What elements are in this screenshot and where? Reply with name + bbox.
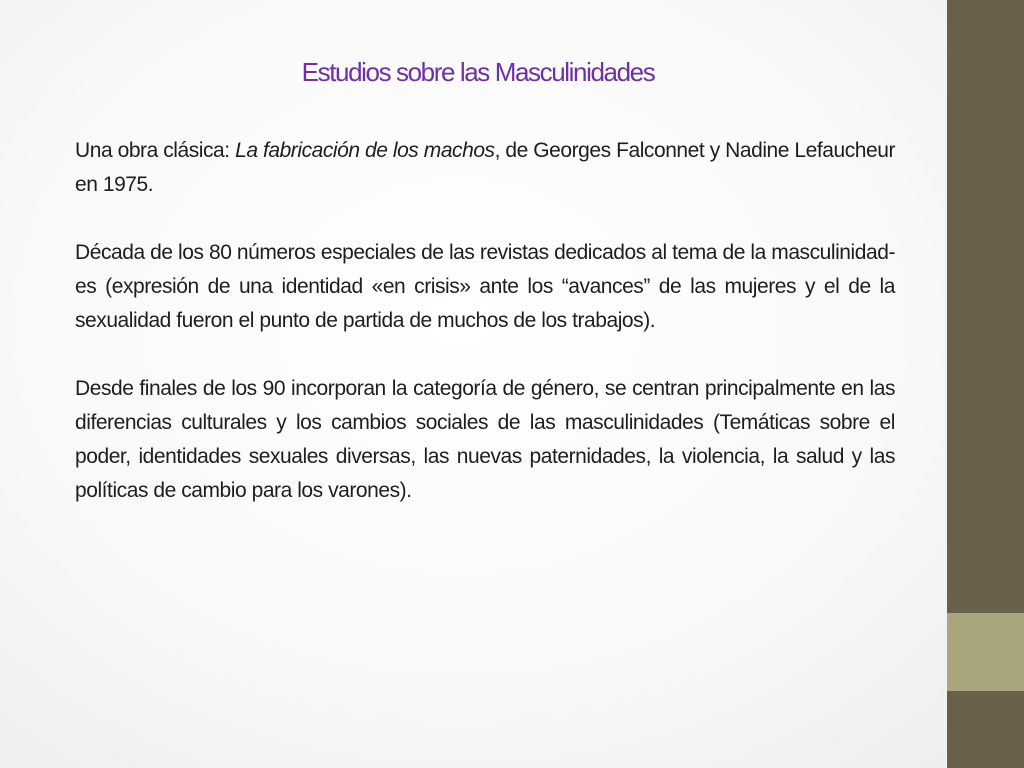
side-bar-accent: [947, 613, 1024, 691]
book-title: La fabricación de los machos: [235, 139, 495, 162]
slide-title: Estudios sobre las Masculinidades: [301, 57, 655, 87]
paragraph-3: Desde finales de los 90 incorporan la categoría de género, se centran principalmente en las diferencias culturales y los cambios sociales de las masculinidades (Temáticas sobre el poder, identidades sexuales diversas, las nuevas paternidades, la violencia, la salud y las políticas de cambio para los varones).: [75, 377, 895, 502]
slide-body: [75, 134, 895, 542]
paragraph-2: Década de los 80 números especiales de las revistas dedicados al tema de la masculinidad-es (expresión de una identidad «en crisis» ante los “avances” de las mujeres y el de la sexualidad fueron el punto de partida de muchos de los trabajos).: [75, 241, 895, 332]
paragraph-1-intro: Una obra clásica:: [75, 139, 236, 162]
paragraph-1: [75, 134, 895, 202]
paragraph-1-rest: , de Georges Falconnet y Nadine Lefaucheur en 1975.: [75, 139, 896, 196]
